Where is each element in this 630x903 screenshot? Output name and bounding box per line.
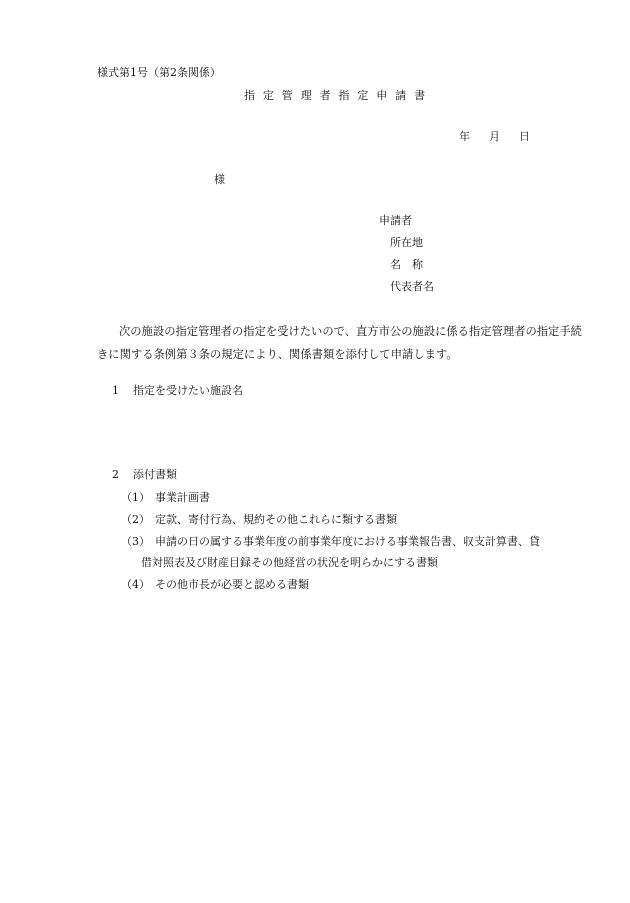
- applicant-address-label: 所在地: [390, 236, 423, 249]
- date-year: 年: [459, 130, 470, 143]
- document-title: 指 定 管 理 者 指 定 申 請 書: [244, 89, 428, 102]
- applicant-label: 申請者: [379, 214, 412, 227]
- attachment-item: [121, 579, 309, 590]
- attachment-text: 申請の日の属する事業年度の前事業年度における事業報告書、収支計算書、貸: [155, 535, 540, 548]
- section-number: 2: [112, 468, 119, 481]
- form-number: 様式第1号（第2条関係）: [97, 66, 221, 79]
- applicant-name-label: 名 称: [390, 258, 423, 271]
- attachment-number: （2）: [121, 513, 150, 526]
- applicant-representative-label: 代表者名: [390, 280, 434, 293]
- attachment-item: [121, 536, 540, 547]
- section-attachments: [112, 469, 177, 480]
- date-day: 日: [519, 130, 530, 143]
- section-facility-name: [112, 385, 243, 396]
- attachment-text: 定款、寄付行為、規約その他これらに類する書類: [155, 513, 397, 526]
- attachment-number: （1）: [121, 491, 150, 504]
- attachment-number: （4）: [121, 578, 150, 591]
- attachment-text-continuation: 借対照表及び財産目録その他経営の状況を明らかにする書類: [141, 556, 438, 569]
- section-number: 1: [112, 384, 119, 397]
- section-title: 添付書類: [133, 468, 177, 481]
- application-statement: 次の施設の指定管理者の指定を受けたいので、直方市公の施設に係る指定管理者の指定手続きに関する条例第３条の規定により、関係書類を添付して申請します。: [97, 325, 582, 361]
- addressee-honorific: 様: [214, 173, 225, 186]
- section-title: 指定を受けたい施設名: [133, 384, 243, 397]
- date-line: [459, 131, 549, 142]
- attachment-number: （3）: [121, 535, 150, 548]
- attachment-text: 事業計画書: [155, 491, 210, 504]
- attachment-item: [121, 492, 210, 503]
- attachment-text: その他市長が必要と認める書類: [155, 578, 309, 591]
- attachment-item: [121, 514, 397, 525]
- date-month: 月: [489, 130, 500, 143]
